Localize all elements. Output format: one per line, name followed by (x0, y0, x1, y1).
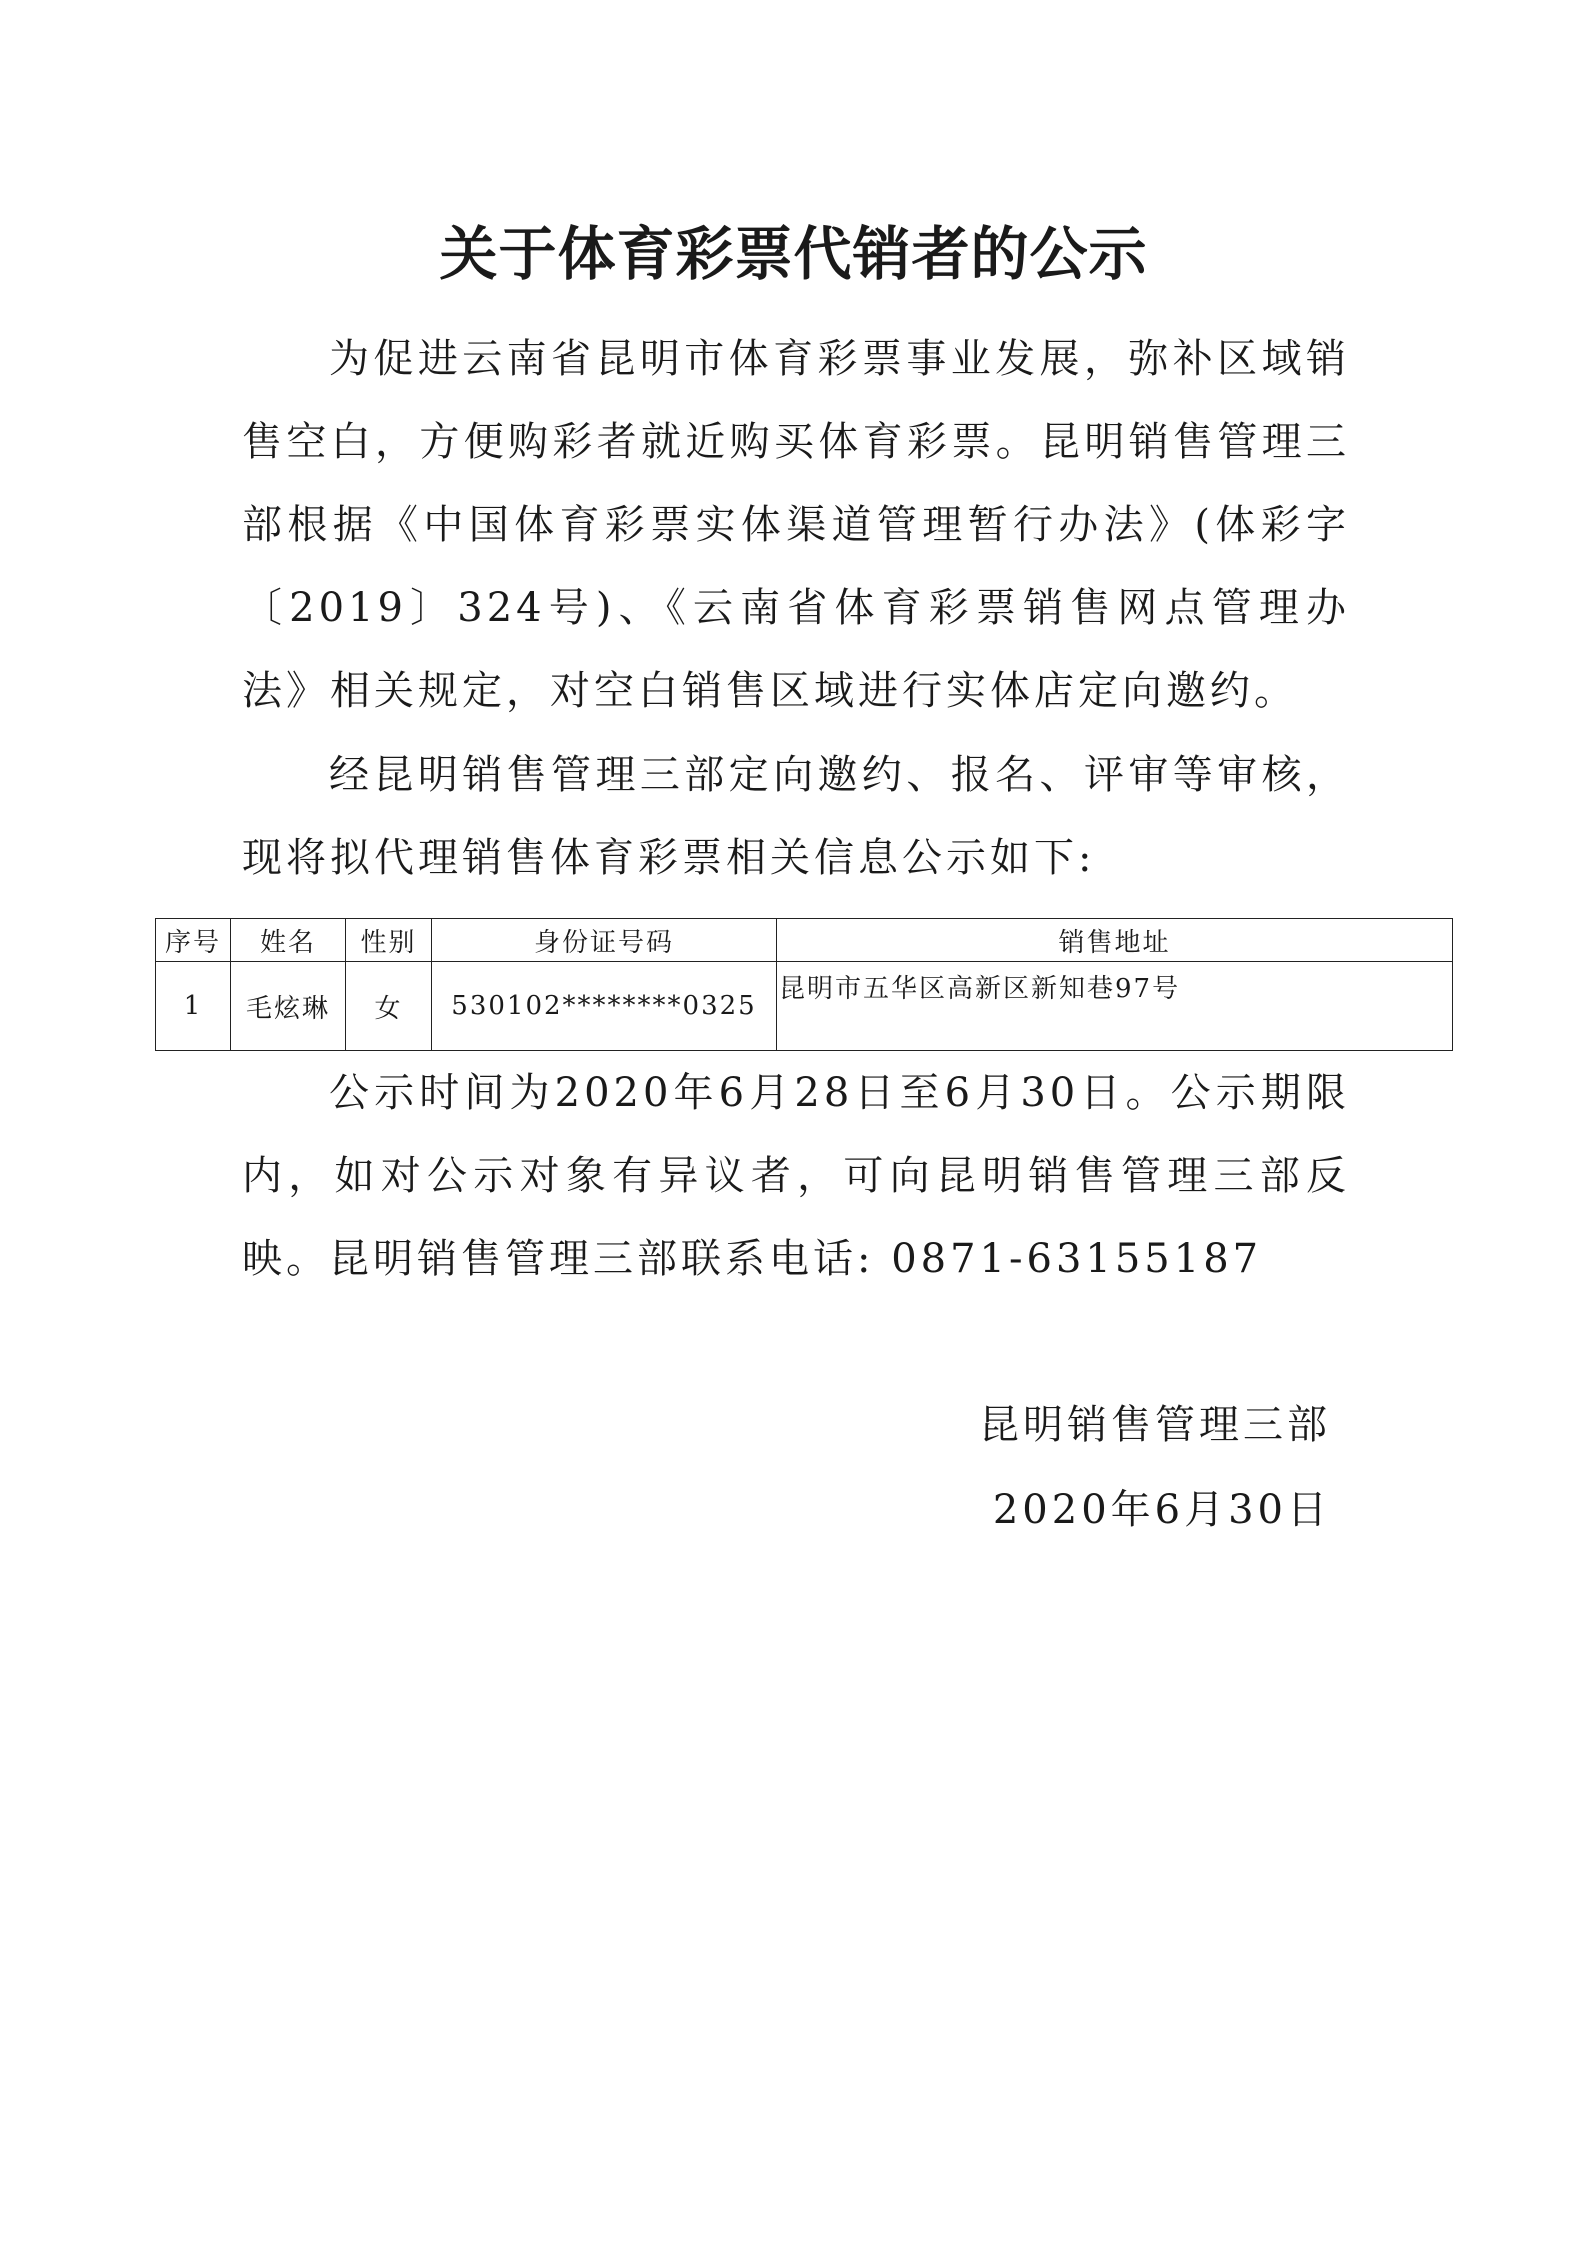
cell-no: 1 (156, 962, 231, 1051)
table-header-row (156, 919, 1453, 962)
signature-org: 昆明销售管理三部 (979, 1402, 1331, 1448)
header-id: 身份证号码 (432, 919, 777, 962)
period-paragraph: 公示时间为2020年6月28日至6月30日。公示期限内，如对公示对象有异议者，可向昆明销售管理三部反映。 (242, 1070, 1350, 1282)
intro-paragraph: 为促进云南省昆明市体育彩票事业发展，弥补区域销售空白，方便购彩者就近购买体育彩票。昆明销售管理三部根据《中国体育彩票实体渠道管理暂行办法》(体彩字〔2019〕324号)、《云南省体育彩票销售网点管理办法》相关规定，对空白销售区域进行实体店定向邀约。 (242, 336, 1350, 714)
cell-name: 毛炫琳 (231, 962, 346, 1051)
document-title: 关于体育彩票代销者的公示 (439, 220, 1148, 288)
cell-gender: 女 (346, 962, 432, 1051)
cell-id: 530102********0325 (432, 962, 777, 1051)
info-table (155, 918, 1453, 1051)
review-paragraph: 经昆明销售管理三部定向邀约、报名、评审等审核，现将拟代理销售体育彩票相关信息公示如下: (242, 752, 1350, 881)
contact-paragraph: 昆明销售管理三部联系电话: 0871-63155187 (329, 1236, 1263, 1282)
header-gender: 性别 (346, 919, 432, 962)
table-row (156, 962, 1453, 1051)
cell-address: 昆明市五华区高新区新知巷97号 (777, 962, 1453, 1051)
header-no: 序号 (156, 919, 231, 962)
signature-date: 2020年6月30日 (992, 1487, 1331, 1533)
header-name: 姓名 (231, 919, 346, 962)
info-table-wrapper (155, 918, 1452, 1051)
header-address: 销售地址 (777, 919, 1453, 962)
